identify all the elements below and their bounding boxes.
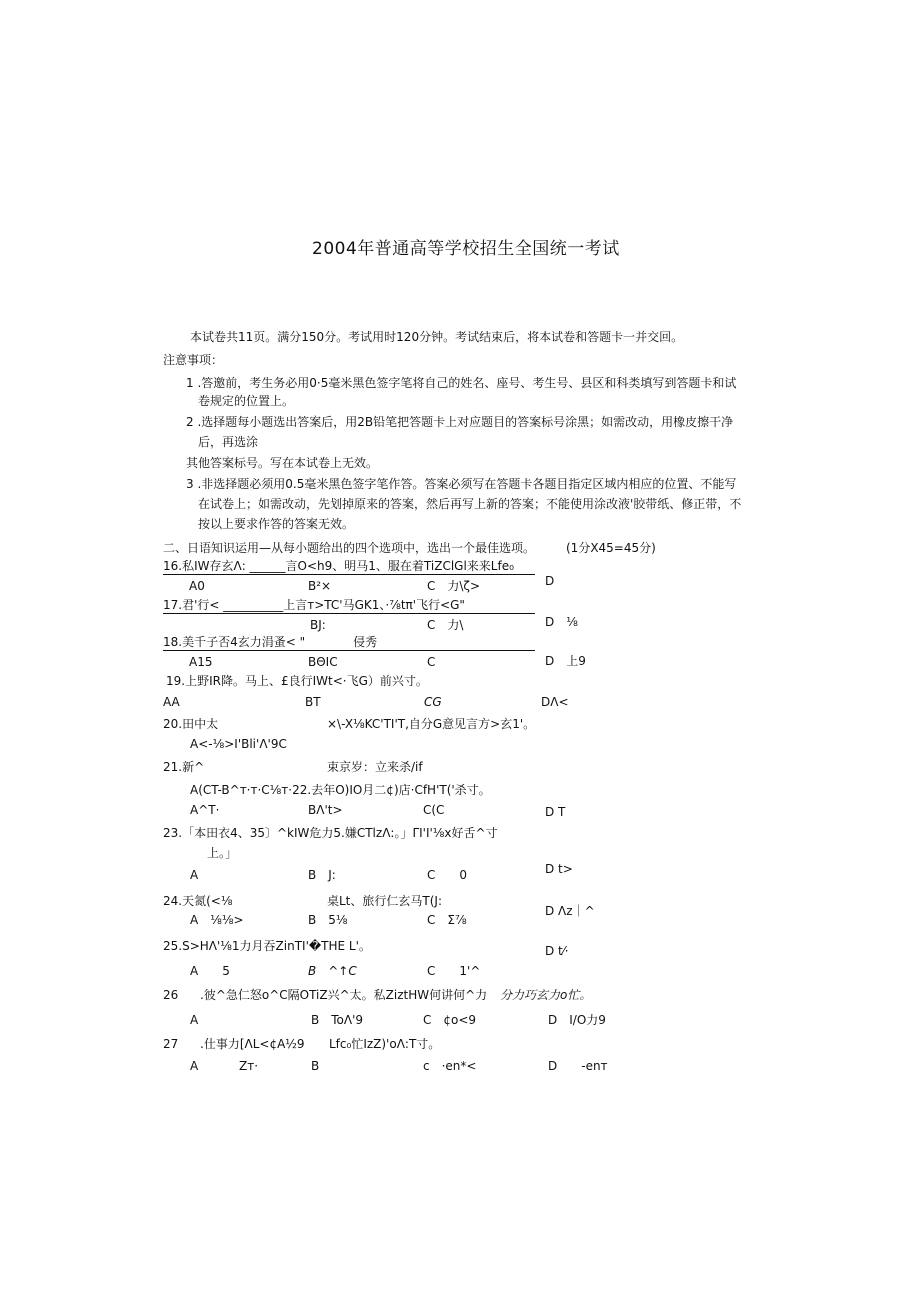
question-16: 16.私IW存玄Λ: ______言O<h9、明马1、服在着TiZClGl来来Lfe₀ [163,558,535,575]
q17-option-d: D ⅛ [545,615,578,629]
q27-option-c: c ·en*< [423,1059,477,1073]
q25-option-b: B ^↑C [308,964,357,978]
q24-option-c: C Σ⅞ [427,913,467,927]
q18-option-c: C [427,655,436,669]
section-score: (1分X45=45分) [566,541,656,555]
intro-text: 本试卷共11页。满分150分。考试用时120分钟。考试结束后，将本试卷和答题卡一并交回。 [190,330,684,344]
note-2-line-1: 2 .选择题每小题选出答案后，用2B铅笔把答题卡上对应题目的答案标号涂黑；如需改动，用橡皮擦干净 [186,415,734,429]
note-2-line-3: 其他答案标号。写在本试卷上无效。 [186,456,379,470]
question-23-line-2: 上。」 [207,846,238,860]
question-24-start: 24.天氮(<⅛ [163,894,233,908]
q25-option-c: C 1'^ [427,964,481,978]
q22-option-d: D T [545,805,566,819]
question-20-start: 20.田中太 [163,717,219,731]
q20-options: A<-⅛>I'Bli'Λ'9C [190,737,287,751]
q26-option-d: D I/O力9 [548,1013,606,1027]
q18-option-a: A15 [189,655,213,669]
q23-option-a: A [190,868,199,882]
notes-label: 注意事项： [163,353,224,367]
q19-option-c: CG [424,695,442,709]
q19-option-b: BT [305,695,321,709]
question-26-text: .彼^急仁怒o^C隔OTiZ兴^太。私ZiztHW何讲何^力 [200,988,488,1002]
q21-options-q22: A(CT-B^т·т·C⅛т·22.去年O)IO月二¢)店·CfH'T('杀寸。 [190,783,491,797]
question-27-text-end: Lfc₀忙IzZ)'oΛ:T寸。 [329,1037,441,1051]
q26-option-a: A [190,1013,199,1027]
note-1-line-1: 1 .答邀前，考生务必用0·5毫米黑色签字笔将自己的姓名、座号、考生号、县区和科类填写到答题卡和试 [186,376,737,390]
q23-option-b: B J: [308,868,336,882]
question-26-text-end: 分力巧玄力o忙。 [500,988,592,1002]
q18-option-b: BΘIC [308,655,338,669]
q24-option-b: B 5⅛ [308,913,348,927]
q23-option-d: D t> [545,862,573,876]
question-26-number: 26 [163,988,179,1002]
q16-option-b: B²× [308,579,332,593]
q16-option-d: D [545,574,555,588]
question-27-number: 27 [163,1037,179,1051]
q27-option-a: A [190,1059,199,1073]
q22-option-b: BΛ't> [308,803,343,817]
q27-option-a-text: Zт· [239,1059,259,1073]
section-title: 二、日语知识运用—从每小题给出的四个选项中，选出一个最佳选项。 [163,541,536,555]
question-19: 19.上野IR降。马上、£良行IWt<·飞G）前兴寸。 [166,674,428,688]
q23-option-c: C 0 [427,868,468,882]
q26-option-b: B ToΛ'9 [311,1013,364,1027]
q16-option-c: C 力\ζ> [427,579,481,593]
note-1-line-2: 卷规定的位置上。 [198,394,295,408]
q19-option-a: AA [163,695,180,709]
note-3-line-1: 3 .非选择题必须用0.5毫米黑色签字笔作答。答案必须写在答题卡各题目指定区域内相应的位置、不能写 [186,477,737,491]
q17-option-b: BJ: [310,618,326,632]
q19-option-d: DΛ< [541,695,569,709]
q25-option-d: D t⁄· [545,944,569,958]
q26-option-c: C ¢o<9 [423,1013,477,1027]
note-3-line-2: 在试卷上；如需改动，先划掉原来的答案，然后再写上新的答案；不能使用涂改液'胶带纸、修正带，不 [198,497,742,511]
q17-option-c: C 力\ [427,618,464,632]
q22-option-c: C(C [423,803,445,817]
q24-option-d: D Λz｜^ [545,904,595,918]
question-24-rest: 桌Lt、旅行仁玄马T(J: [327,894,442,908]
question-23-line-1: 23.「本田衣4、35〕^kIW危力5.嫌CTlzΛ:。」ΓI'I'⅛x好舌^寸 [163,826,498,840]
question-21-rest: 束京岁：立来杀/if [327,760,423,774]
q25-option-a: A 5 [190,964,230,978]
page-title: 2004年普通高等学校招生全国统一考试 [312,239,620,259]
question-25: 25.S>HΛ'⅛1力月吞ZinTI'�THE L'。 [163,939,371,953]
q16-option-a: A0 [189,579,205,593]
q18-option-d: D 上9 [545,654,586,668]
note-2-line-2: 后，再选涂 [198,435,259,449]
question-21-start: 21.新^ [163,760,205,774]
q27-option-d: D -enт [548,1059,608,1073]
q27-option-b: B [311,1059,320,1073]
question-20-rest: ×\-X⅛KC'TI'T,自分G意见言方>玄1'。 [327,717,536,731]
note-3-line-3: 按以上要求作答的答案无效。 [198,517,355,531]
question-18: 18.美千子否4玄力涓蚤< " 侵秀 [163,634,535,651]
q24-option-a: A ⅛⅛> [190,913,244,927]
question-27-text: .仕事力[ΛL<¢A½9 [200,1037,305,1051]
question-17: 17.君'行< __________上言т>TC'马GK1、·⅞tπ'飞行<G" [163,597,535,614]
q22-option-a: A^T· [190,803,220,817]
